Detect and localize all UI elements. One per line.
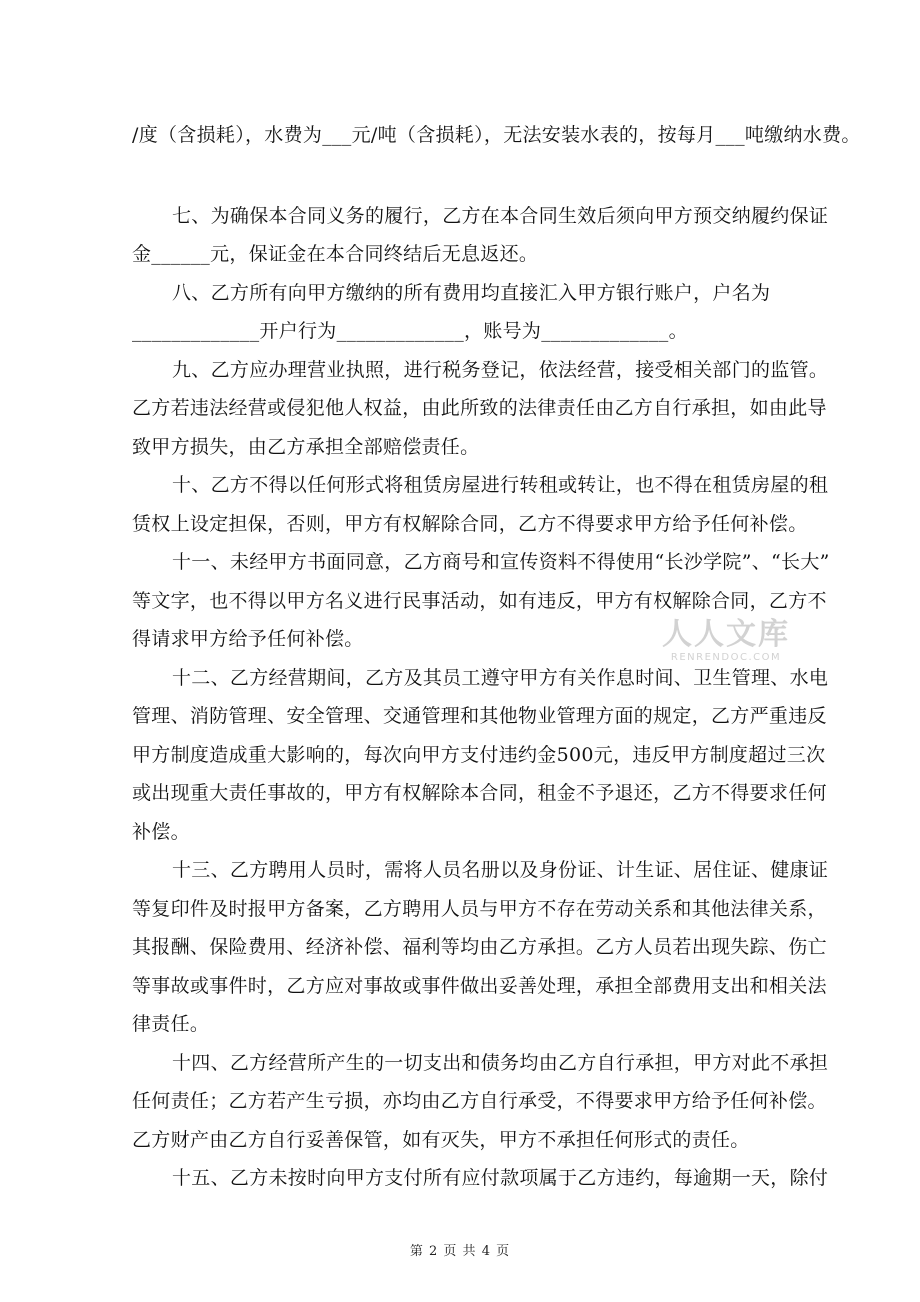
text-line: 等复印件及时报甲方备案，乙方聘用人员与甲方不存在劳动关系和其他法律关系， [132,898,827,920]
text-line: 管理、消防管理、安全管理、交通管理和其他物业管理方面的规定，乙方严重违反 [132,705,827,727]
text-line: 十、乙方不得以任何形式将租赁房屋进行转租或转让，也不得在租赁房屋的租 [172,474,829,496]
text-line: 八、乙方所有向甲方缴纳的所有费用均直接汇入甲方银行账户，户名为 [172,282,771,304]
text-line: 等事故或事件时，乙方应对事故或事件做出妥善处理，承担全部费用支出和相关法 [132,975,827,997]
text-line: 金______元，保证金在本合同终结后无息返还。 [132,243,539,265]
text-line: 十一、未经甲方书面同意，乙方商号和宣传资料不得使用“长沙学院”、“长大” [172,551,830,573]
text-line: 甲方制度造成重大影响的，每次向甲方支付违约金500元，违反甲方制度超过三次 [132,744,826,766]
watermark-title: 人人文库 [662,617,790,652]
text-line: 得请求甲方给予任何补偿。 [132,628,364,650]
text-line: 任何责任；乙方若产生亏损，亦均由乙方自行承受，不得要求甲方给予任何补偿。 [132,1090,827,1112]
text-line: 或出现重大责任事故的，甲方有权解除本合同，租金不予退还，乙方不得要求任何 [132,782,827,804]
text-line: 赁权上设定担保，否则，甲方有权解除合同，乙方不得要求甲方给予任何补偿。 [132,513,808,535]
text-line: 补偿。 [132,821,190,843]
text-line: 致甲方损失，由乙方承担全部赔偿责任。 [132,436,480,458]
page-footer: 第 2 页 共 4 页 [409,1244,511,1259]
text-line: 十五、乙方未按时向甲方支付所有应付款项属于乙方违约，每逾期一天，除付 [172,1167,829,1189]
text-line: 等文字，也不得以甲方名义进行民事活动，如有违反，甲方有权解除合同，乙方不 [132,590,827,612]
text-line: 十四、乙方经营所产生的一切支出和债务均由乙方自行承担，甲方对此不承担 [172,1052,829,1074]
watermark [646,618,806,664]
text-line: 九、乙方应办理营业执照，进行税务登记，依法经营，接受相关部门的监管。 [172,359,829,381]
text-line: 七、为确保本合同义务的履行，乙方在本合同生效后须向甲方预交纳履约保证 [172,205,829,227]
text-line: 律责任。 [132,1013,210,1035]
text-line: 其报酬、保险费用、经济补偿、福利等均由乙方承担。乙方人员若出现失踪、伤亡 [132,936,827,958]
text-line: 乙方若违法经营或侵犯他人权益，由此所致的法律责任由乙方自行承担，如由此导 [132,397,827,419]
text-line: _____________开户行为_____________，账号为_____________。 [132,320,688,342]
text-line: /度（含损耗），水费为___元/吨（含损耗），无法安装水表的，按每月___吨缴纳水费。 [132,124,861,146]
text-line: 乙方财产由乙方自行妥善保管，如有灭失，甲方不承担任何形式的责任。 [132,1129,750,1151]
text-line: 十三、乙方聘用人员时，需将人员名册以及身份证、计生证、居住证、健康证 [172,859,829,881]
watermark-subtitle: RENRENDOC.COM [670,652,782,663]
text-line: 十二、乙方经营期间，乙方及其员工遵守甲方有关作息时间、卫生管理、水电 [172,667,829,689]
